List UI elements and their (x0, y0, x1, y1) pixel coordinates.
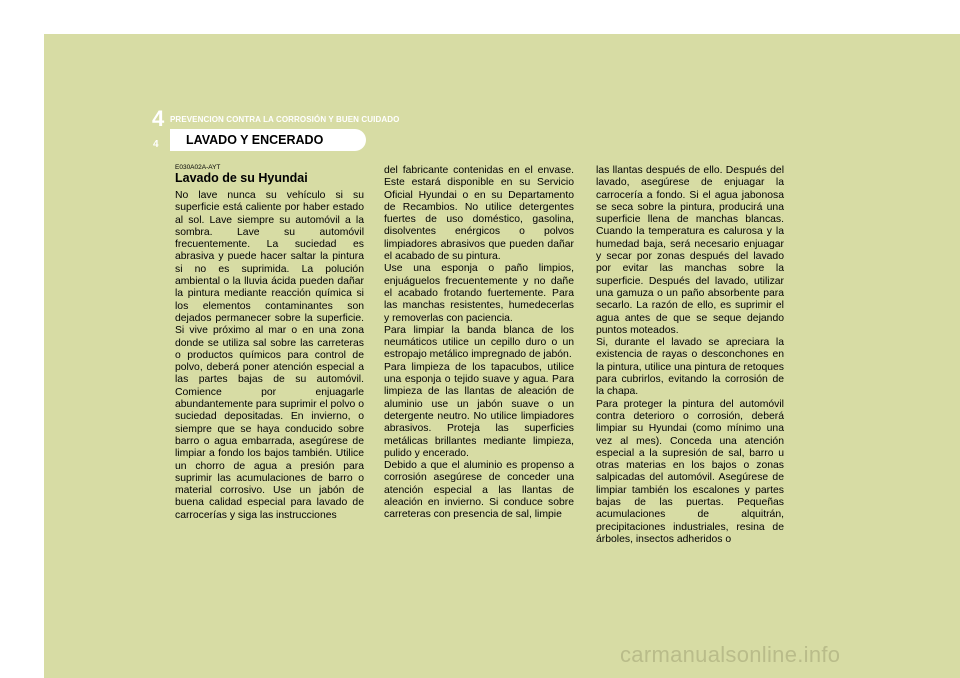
article-code: E030A02A-AYT (175, 164, 221, 171)
chapter-title: PREVENCION CONTRA LA CORROSIÓN Y BUEN CUIDADO (170, 115, 400, 124)
text-column-1: No lave nunca su vehículo si su superficie está caliente por haber estado al sol. Lave siempre su automóvil a la sombra. Lave su automóvil frecuentemente. La suciedad es abrasiva y puede hacer saltar la pintura si no es suprimida. La polución ambiental o la lluvia ácida pueden dañar la pintura mediante reacción química si los elementos contaminantes son dejados permanecer sobre la superficie. Si vive próximo al mar o en una zona donde se utiliza sal sobre las carreteras o productos químicos para control de polvo, deberá poner atención especial a las partes bajas de su automóvil. Comience por enjuagarle abundantemente para suprimir el polvo o suciedad depositadas. En invierno, o siempre que se haya conducido sobre barro o agua embarrada, asegúrese de limpiar a fondo los bajos también. Utilice un chorro de agua a presión para suprimir las acumulaciones de barro o material corrosivo. Use un jabón de buena calidad especial para lavado de carrocerías y siga las instrucciones (175, 190, 364, 521)
section-title: LAVADO Y ENCERADO (186, 133, 324, 147)
text-column-2: del fabricante contenidas en el envase. Este estará disponible en su Servicio Oficial Hyundai o en su Departamento de Recambios. No utilice detergentes fuertes de uso doméstico, gasolina, disolventes enérgicos o polvos limpiadores abrasivos que pueden dañar el acabado de su pintura. Use una esponja o paño limpios, enjuáguelos frecuentemente y no dañe el acabado frotando fuertemente. Para las manchas resistentes, humedecerlas y removerlas con paciencia. Para limpiar la banda blanca de los neumáticos utilice un cepillo duro o un estropajo metálico impregnado de jabón. Para limpieza de los tapacubos, utilice una esponja o tejido suave y agua. Para limpieza de las llantas de aleación de aluminio use un jabón suave o un detergente neutro. No utilice limpiadores abrasivos. Proteja las superficies metálicas brillantes mediante limpieza, pulido y encerado. Debido a que el aluminio es propenso a corrosión asegúrese de conceder una atención especial a las llantas de aleación en invierno. Si conduce sobre carreteras con presencia de sal, limpie (384, 165, 574, 521)
watermark: carmanualsonline.info (620, 642, 841, 667)
text-column-3: las llantas después de ello. Después del lavado, asegúrese de enjuagar la carrocería a fondo. Si el agua jabonosa se seca sobre la pintura, producirá una superficie llena de manchas blancas. Cuando la temperatura es calurosa y la humedad baja, será necesario enjuagar y secar por zonas después del lavado por evitar las manchas sobre la superficie. Después del lavado, utilizar una gamuza o un paño absorbente para secarlo. La razón de ello, es suprimir el agua antes de que se seque dejando puntos moteados. Si, durante el lavado se apreciara la existencia de rayas o desconchones en la pintura, utilice una pintura de retoques para cubrirlos, evitando la corrosión de la chapa. Para proteger la pintura del automóvil contra deterioro o corrosión, deberá limpiar su Hyundai (como mínimo una vez al mes). Conceda una atención especial a la supresión de sal, barro u otras materias en los bajos o zonas salpicadas del automóvil. Asegúrese de limpiar también los escalones y partes bajas de las puertas. Pequeñas acumulaciones de alquitrán, precipitaciones industriales, resina de árboles, insectos adheridos o (596, 165, 784, 545)
page-number: 4 (153, 139, 159, 150)
chapter-number: 4 (152, 106, 165, 131)
article-heading: Lavado de su Hyundai (175, 171, 308, 185)
